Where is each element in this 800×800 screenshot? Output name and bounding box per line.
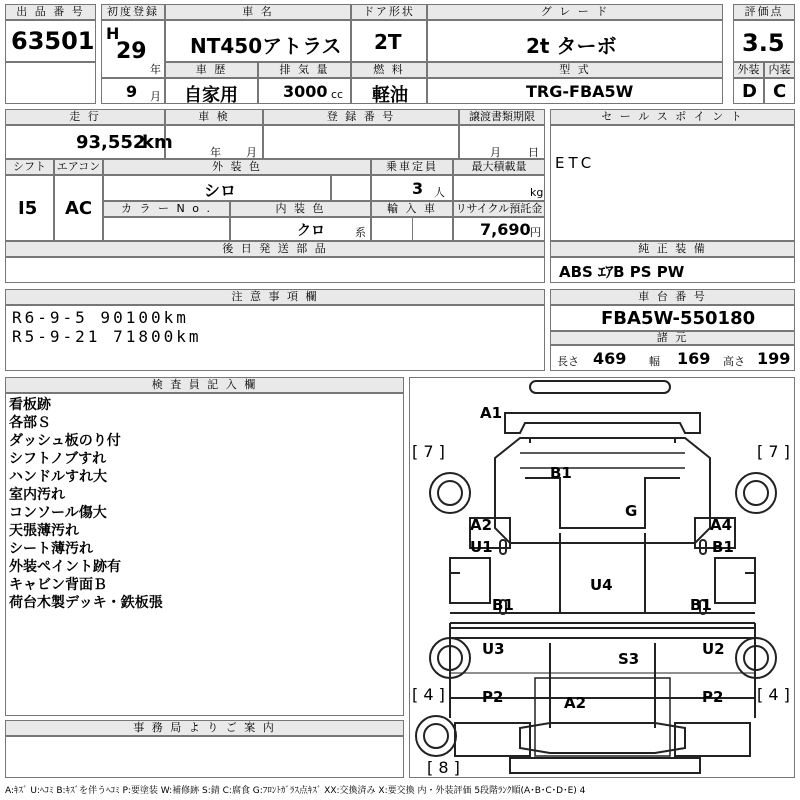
year-unit: 年 xyxy=(150,63,161,76)
note-line: R6-9-5 90100km xyxy=(12,308,189,327)
damage-mark: A1 xyxy=(480,404,503,422)
height-label: 高さ xyxy=(723,355,745,368)
interior-grade: C xyxy=(773,81,787,102)
inspector-line: シフトノブすれ xyxy=(9,451,107,467)
car-name: NT450アトラス xyxy=(190,34,342,58)
cab-floor-outline xyxy=(525,478,680,528)
shift-header: シフト xyxy=(5,159,54,175)
width-value: 169 xyxy=(677,349,711,368)
bed-side-outline xyxy=(450,623,755,698)
bed-front-outline xyxy=(450,613,755,623)
capacity-cell xyxy=(371,175,453,201)
car-name-header: 車 名 xyxy=(165,4,351,20)
import-header: 輸 入 車 xyxy=(371,201,453,217)
mileage-value: 93,552 xyxy=(76,132,146,153)
lot-number-blank xyxy=(5,62,96,104)
score-value: 3.5 xyxy=(742,29,785,57)
damage-mark: U1 xyxy=(470,538,493,556)
tire-depth-label: [ 4 ] xyxy=(412,685,445,704)
score-cell xyxy=(733,20,795,62)
displacement-cell xyxy=(258,78,351,104)
color-number-header: カ ラ ー N o . xyxy=(103,201,230,217)
damage-mark: A4 xyxy=(710,516,733,534)
car-name-cell xyxy=(165,20,351,62)
history-cell xyxy=(165,78,258,104)
fuel-cell xyxy=(351,78,427,104)
inspector-cell xyxy=(5,393,404,716)
length-label: 長さ xyxy=(557,355,579,368)
model-header: 型 式 xyxy=(427,62,723,78)
damage-mark: A2 xyxy=(470,516,493,534)
interior-color-unit: 系 xyxy=(355,226,366,239)
damage-mark: B1 xyxy=(712,538,734,556)
front-bumper-outline xyxy=(505,413,700,433)
exterior-color-value: シロ xyxy=(204,181,237,200)
fuel-header: 燃 料 xyxy=(351,62,427,78)
lot-number-header: 出 品 番 号 xyxy=(5,4,96,20)
history-header: 車 歴 xyxy=(165,62,258,78)
recycle-unit: 円 xyxy=(530,226,541,239)
length-value: 469 xyxy=(593,349,627,368)
chassis-header: 車 台 番 号 xyxy=(550,289,795,305)
equipment-cell xyxy=(550,257,795,283)
interior-color-value: クロ xyxy=(297,223,325,239)
grade-value: 2t ターボ xyxy=(526,34,617,58)
exterior-color-cell xyxy=(103,175,331,201)
lot-number-cell xyxy=(5,20,96,62)
recycle-header: リサイクル預託金 xyxy=(453,201,545,217)
max-load-cell xyxy=(453,175,545,201)
transfer-day-unit: 日 xyxy=(528,146,539,159)
max-load-unit: kg xyxy=(530,186,544,199)
score-header: 評価点 xyxy=(733,4,795,20)
inspector-line: キャビン背面Ｂ xyxy=(9,577,107,593)
registration-year: 29 xyxy=(116,39,147,64)
notes-cell xyxy=(5,305,545,371)
inspector-header: 検 査 員 記 入 欄 xyxy=(5,377,404,393)
inspector-line: 看板跡 xyxy=(9,397,51,413)
ac-value: AC xyxy=(65,198,93,219)
tire-depth-label: [ 4 ] xyxy=(757,685,790,704)
spare-tire-outline xyxy=(416,716,456,756)
sales-point-value: ETC xyxy=(555,154,596,172)
door-header: ドア形状 xyxy=(351,4,427,20)
damage-mark: B1 xyxy=(492,596,514,614)
exterior-color-header: 外 装 色 xyxy=(103,159,371,175)
vehicle-diagram-svg xyxy=(410,378,795,778)
damage-mark: B1 xyxy=(550,464,572,482)
tire-front-left-outline xyxy=(430,473,470,513)
model-value: TRG-FBA5W xyxy=(526,82,634,101)
equipment-value: ABS ｴｱB PS PW xyxy=(559,263,685,281)
spec-cell xyxy=(550,345,795,371)
note-line: R5-9-21 71800km xyxy=(12,327,202,346)
damage-mark: U3 xyxy=(482,640,505,658)
recycle-cell xyxy=(453,217,545,241)
top-bumper-outline xyxy=(530,381,670,393)
first-registration-header: 初度登録 xyxy=(101,4,165,20)
damage-mark: S3 xyxy=(618,650,640,668)
damage-mark: B1 xyxy=(690,596,712,614)
capacity-unit: 人 xyxy=(434,186,445,199)
recycle-value: 7,690 xyxy=(480,220,531,239)
exterior-color-extra xyxy=(331,175,371,201)
damage-mark: P2 xyxy=(702,688,724,706)
spec-header: 諸 元 xyxy=(550,331,795,345)
cab-rear-outline xyxy=(560,533,645,613)
later-parts-header: 後 日 発 送 部 品 xyxy=(5,241,545,257)
registration-number-header: 登 録 番 号 xyxy=(263,109,459,125)
inspector-line: 天張薄汚れ xyxy=(9,523,79,539)
transfer-deadline-header: 譲渡書類期限 xyxy=(459,109,545,125)
ac-header: エアコン xyxy=(54,159,103,175)
inspector-line: コンソール傷大 xyxy=(9,505,107,521)
inspection-year-unit: 年 xyxy=(210,146,221,159)
inspection-cell xyxy=(165,125,263,159)
grade-cell xyxy=(427,20,723,62)
registration-month: 9 xyxy=(126,82,138,101)
chassis-cell xyxy=(550,305,795,331)
sales-point-cell xyxy=(550,125,795,241)
color-number-cell xyxy=(103,217,230,241)
inspection-header: 車 検 xyxy=(165,109,263,125)
office-cell xyxy=(5,736,404,778)
era-letter: H xyxy=(106,24,120,43)
height-value: 199 xyxy=(757,349,791,368)
tire-depth-label: [ 7 ] xyxy=(757,442,790,461)
damage-mark: G xyxy=(625,502,638,520)
lot-number: 63501 xyxy=(11,27,95,55)
tire-depth-label: [ 7 ] xyxy=(412,442,445,461)
mileage-header: 走 行 xyxy=(5,109,165,125)
inspector-line: ハンドルすれ大 xyxy=(9,469,107,485)
vehicle-diagram xyxy=(409,377,795,778)
office-header: 事 務 局 よ り ご 案 内 xyxy=(5,720,404,736)
capacity-value: 3 xyxy=(412,179,424,198)
inspection-month-unit: 月 xyxy=(246,146,257,159)
max-load-header: 最大積載量 xyxy=(453,159,545,175)
grade-header: グ レ ー ド xyxy=(427,4,723,20)
history-value: 自家用 xyxy=(184,85,238,106)
damage-mark: U4 xyxy=(590,576,613,594)
notes-header: 注 意 事 項 欄 xyxy=(5,289,545,305)
capacity-header: 乗車定員 xyxy=(371,159,453,175)
equipment-header: 純 正 装 備 xyxy=(550,241,795,257)
inspector-line: シート薄汚れ xyxy=(9,541,93,557)
bed-floor-outline xyxy=(535,678,670,756)
damage-mark: P2 xyxy=(482,688,504,706)
exterior-grade-cell xyxy=(733,78,764,104)
inspector-line: 室内汚れ xyxy=(9,487,65,503)
inspector-line: 荷台木製デッキ・鉄板張 xyxy=(9,595,163,611)
ac-cell xyxy=(54,175,103,241)
rear-light-outline xyxy=(455,723,750,756)
mileage-unit: km xyxy=(142,132,173,153)
exterior-header: 外装 xyxy=(733,62,764,78)
interior-color-cell xyxy=(230,217,371,241)
inspector-line: 各部Ｓ xyxy=(9,415,51,431)
width-label: 幅 xyxy=(649,355,660,368)
import-divider xyxy=(412,217,413,241)
fuel-value: 軽油 xyxy=(372,85,408,106)
chassis-number: FBA5W-550180 xyxy=(601,308,756,329)
damage-mark: U2 xyxy=(702,640,725,658)
shift-value: I5 xyxy=(18,198,38,219)
later-parts-cell xyxy=(5,257,545,283)
exterior-grade: D xyxy=(742,81,757,102)
first-registration-cell xyxy=(101,20,165,78)
interior-grade-cell xyxy=(764,78,795,104)
import-cell xyxy=(371,217,453,241)
rear-gate-outline xyxy=(520,723,685,753)
rear-bumper-outline xyxy=(510,758,700,773)
damage-mark: A2 xyxy=(564,694,587,712)
registration-number-cell xyxy=(263,125,459,159)
inspector-line: 外装ペイント跡有 xyxy=(9,559,121,575)
sales-point-header: セ ー ル ス ポ イ ン ト xyxy=(550,109,795,125)
month-unit: 月 xyxy=(150,90,161,103)
displacement-unit: cc xyxy=(331,88,344,101)
interior-header: 内装 xyxy=(764,62,795,78)
tire-front-right-outline xyxy=(736,473,776,513)
registration-month-cell xyxy=(101,78,165,104)
door-value: 2T xyxy=(374,30,402,54)
displacement-value: 3000 xyxy=(283,82,328,101)
legend-footer: A:ｷｽﾞ U:ﾍｺﾐ B:ｷｽﾞを伴うﾍｺﾐ P:要塗装 W:補修跡 S:錆 C:腐食 G:ﾌﾛﾝﾄｶﾞﾗｽ点ｷｽﾞ XX:交換済み X:要交換 内・外装評価 5段階ﾗﾝｸ順(A･B･C･D･E) 4 xyxy=(5,786,586,796)
model-cell xyxy=(427,78,723,104)
mileage-cell xyxy=(5,125,173,159)
shift-cell xyxy=(5,175,54,241)
door-cell xyxy=(351,20,427,62)
displacement-header: 排 気 量 xyxy=(258,62,351,78)
inspector-line: ダッシュ板のり付 xyxy=(9,433,121,449)
tire-depth-label: [ 8 ] xyxy=(427,758,460,777)
transfer-month-unit: 月 xyxy=(490,146,501,159)
interior-color-header: 内 装 色 xyxy=(230,201,371,217)
transfer-deadline-cell xyxy=(459,125,545,159)
